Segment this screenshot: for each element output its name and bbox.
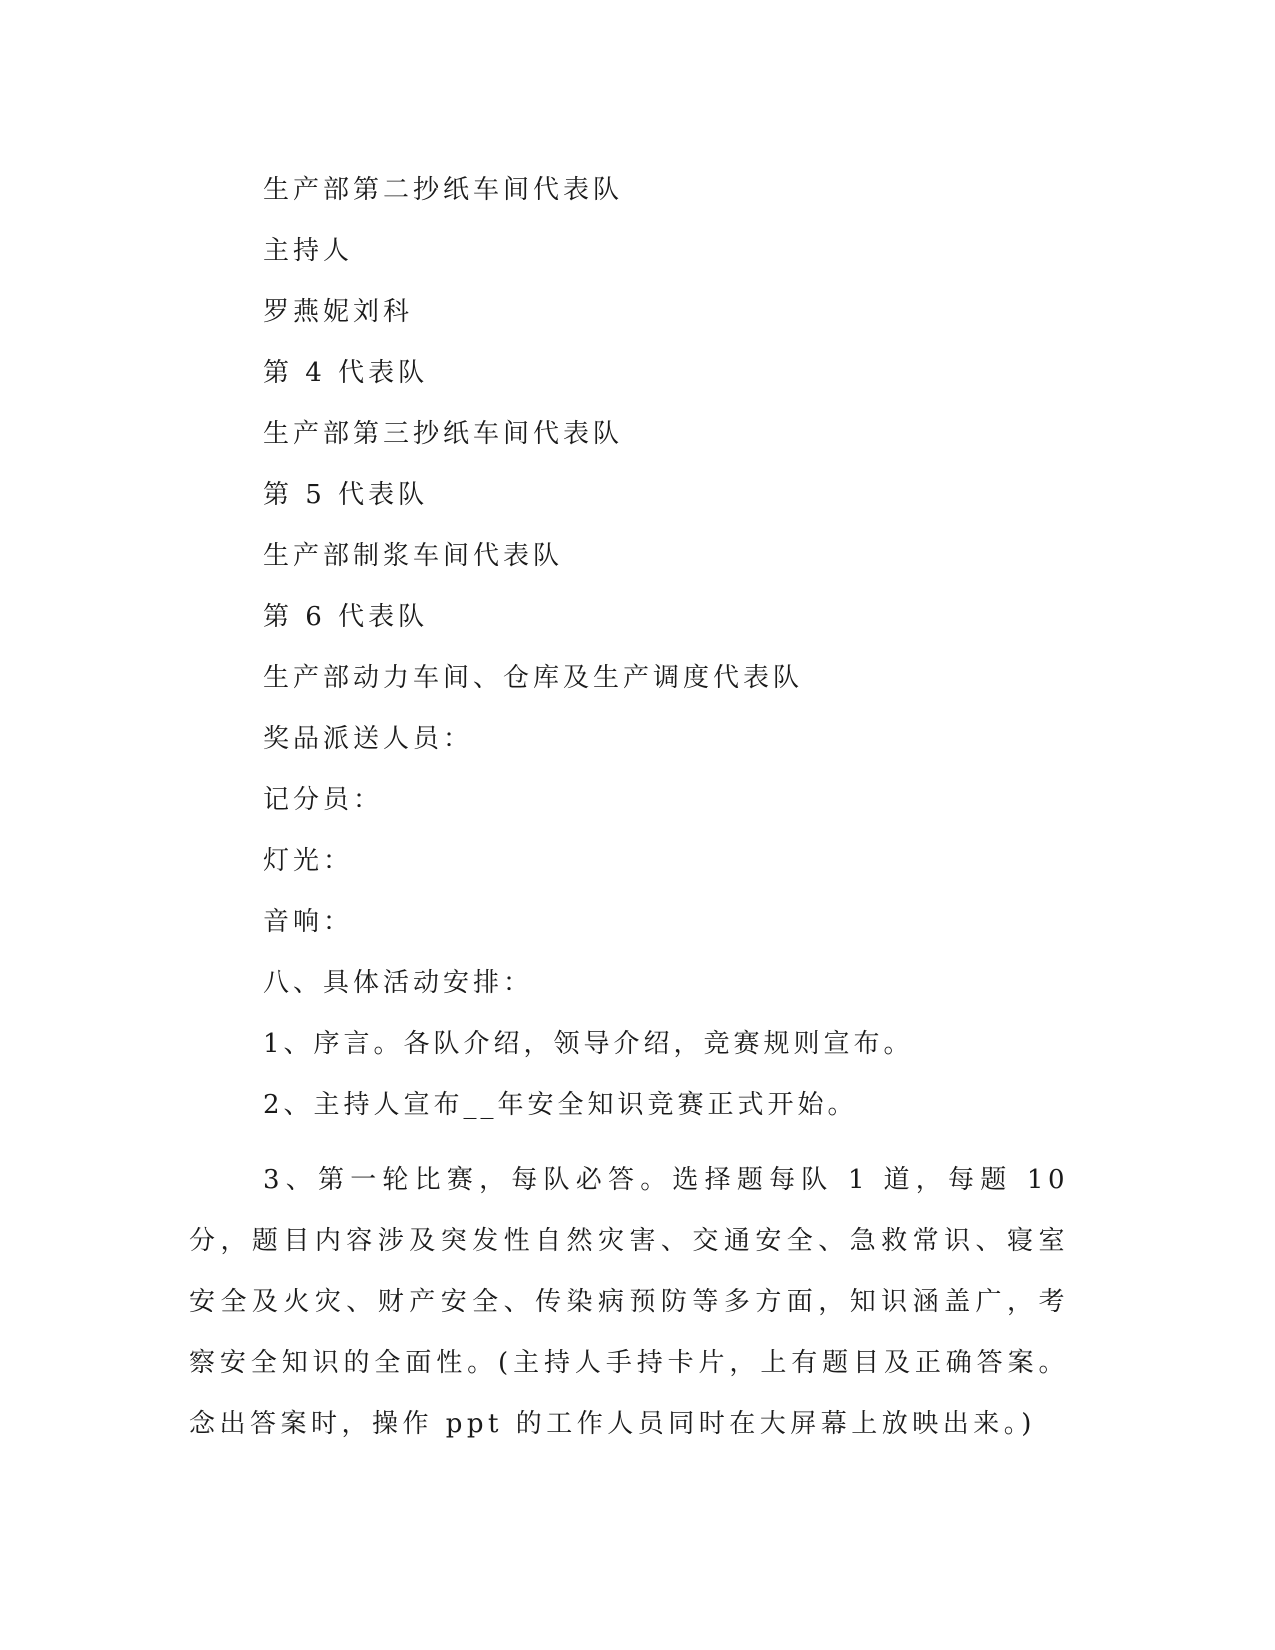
- lighting-label: 灯光：: [263, 846, 354, 876]
- team-6-label: 第 6 代表队: [263, 602, 429, 632]
- host-label: 主持人: [263, 236, 354, 266]
- team-6-name: 生产部动力车间、仓库及生产调度代表队: [263, 663, 804, 693]
- team-4-name: 生产部第三抄纸车间代表队: [263, 419, 624, 449]
- schedule-item-3: 3、第一轮比赛，每队必答。选择题每队 1 道，每题 10 分，题目内容涉及突发性自然灾害、交通安全、急救常识、寝室安全及火灾、财产安全、传染病预防等多方面，知识涵盖广，考察安全知识的全面性。(主持人手持卡片，上有题目及正确答案。念出答案时，操作 ppt 的工作人员同时在大屏幕上放映出来。): [189, 1165, 1069, 1439]
- team-5-name: 生产部制浆车间代表队: [263, 541, 564, 571]
- sound-label: 音响：: [263, 907, 354, 937]
- team-5-label: 第 5 代表队: [263, 480, 429, 510]
- scorer-label: 记分员：: [263, 785, 384, 815]
- schedule-item-1: 1、序言。各队介绍，领导介绍，竞赛规则宣布。: [263, 1029, 914, 1059]
- schedule-item-2: 2、主持人宣布__年安全知识竞赛正式开始。: [263, 1090, 858, 1120]
- host-names: 罗燕妮刘科: [263, 297, 414, 327]
- team-2-name: 生产部第二抄纸车间代表队: [263, 175, 624, 205]
- team-4-label: 第 4 代表队: [263, 358, 429, 388]
- section-heading: 八、具体活动安排：: [263, 968, 534, 998]
- prize-staff-label: 奖品派送人员：: [263, 724, 474, 754]
